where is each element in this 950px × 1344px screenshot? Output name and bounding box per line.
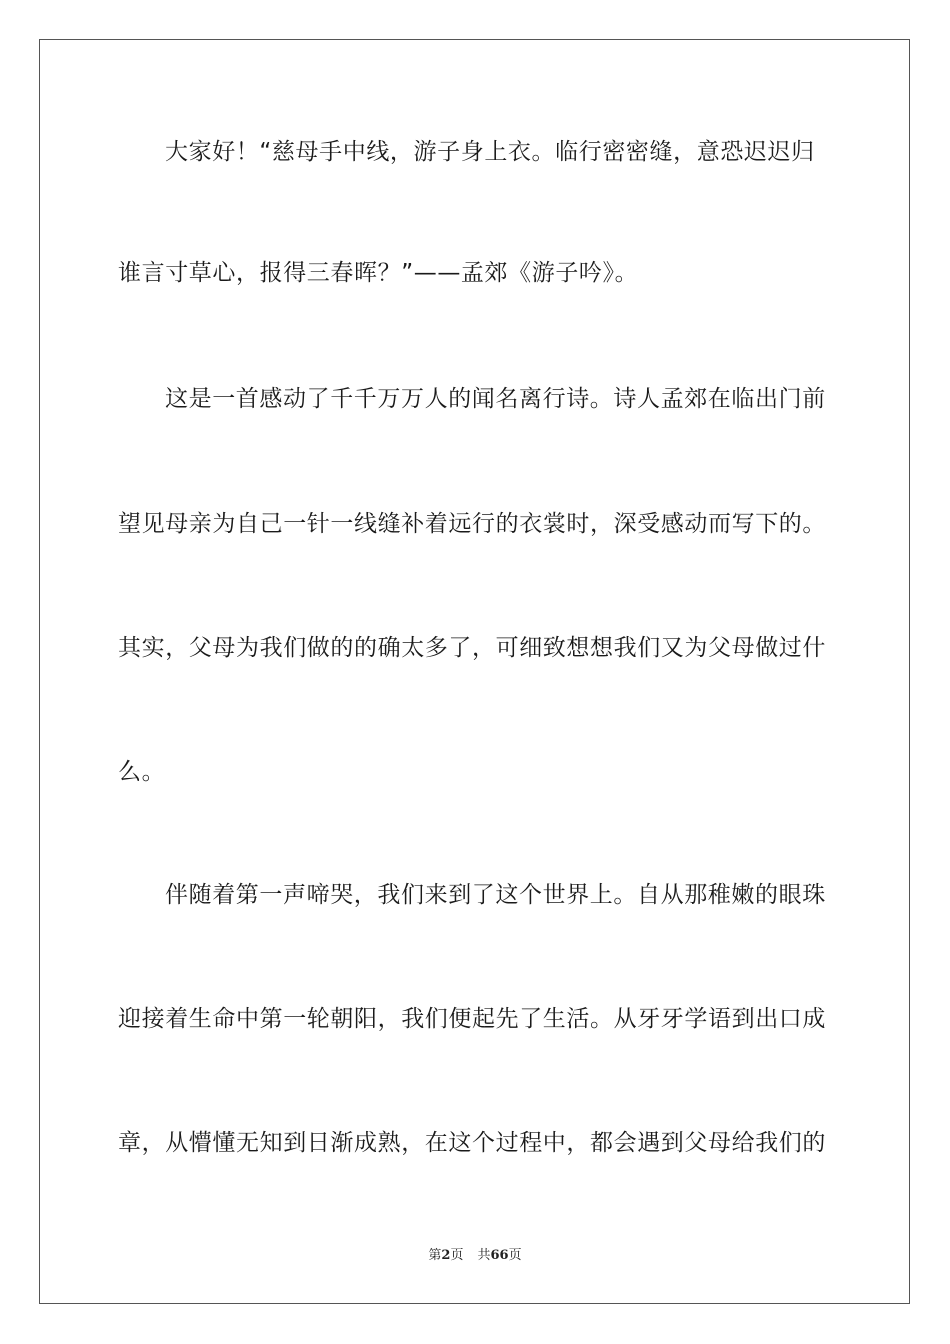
paragraph-1-line-1: 大家好！“慈母手中线，游子身上衣。临行密密缝，意恐迟迟归 (165, 139, 815, 165)
paragraph-2-line-3: 其实，父母为我们做的的确太多了，可细致想想我们又为父母做过什 (118, 635, 826, 661)
footer-total-suffix: 页 (508, 1248, 522, 1263)
page-border (39, 39, 910, 1304)
footer-total-pages: 66 (490, 1248, 509, 1263)
paragraph-1-line-2: 谁言寸草心，报得三春晖？”——孟郊《游子吟》。 (118, 260, 639, 286)
paragraph-2-line-4: 么。 (118, 759, 166, 785)
footer-page-prefix: 第 (428, 1248, 442, 1263)
footer-total-prefix: 共 (477, 1248, 491, 1263)
page-footer (0, 1247, 950, 1265)
footer-page-suffix: 页 (450, 1248, 464, 1263)
paragraph-3-line-3: 章，从懵懂无知到日渐成熟，在这个过程中，都会遇到父母给我们的 (118, 1130, 826, 1156)
paragraph-2-line-1: 这是一首感动了千千万万人的闻名离行诗。诗人孟郊在临出门前 (165, 386, 826, 412)
paragraph-3-line-1: 伴随着第一声啼哭，我们来到了这个世界上。自从那稚嫩的眼珠 (165, 882, 826, 908)
paragraph-2-line-2: 望见母亲为自己一针一线缝补着远行的衣裳时，深受感动而写下的。 (118, 511, 826, 537)
paragraph-3-line-2: 迎接着生命中第一轮朝阳，我们便起先了生活。从牙牙学语到出口成 (118, 1006, 826, 1032)
footer-page-number: 2 (441, 1248, 451, 1263)
